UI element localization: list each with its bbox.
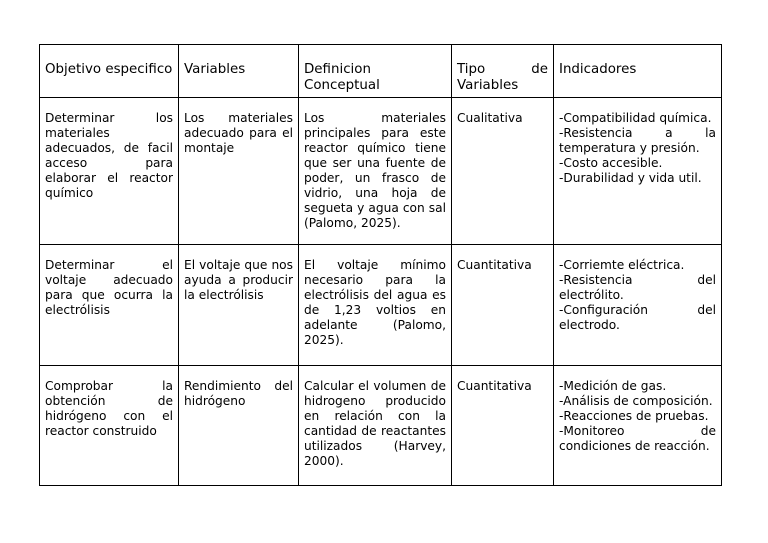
header-variables: Variables: [179, 45, 299, 98]
operationalization-table: [39, 44, 722, 486]
header-objetivo: Objetivo especifico: [40, 45, 179, 98]
cell-definicion: Los materiales principales para este reactor químico tiene que ser una fuente de poder, un frasco de vidrio, una hoja de segueta y agua con sal (Palomo, 2025).: [299, 98, 452, 245]
indicator-item: -Costo accesible.: [559, 156, 663, 170]
indicator-item: -Corriemte eléctrica.: [559, 258, 685, 272]
cell-objetivo: Comprobar la obtención de hidrógeno con el reactor construido: [40, 366, 179, 486]
cell-variables: El voltaje que nos ayuda a producir la electrólisis: [179, 245, 299, 366]
table-header-row: [40, 45, 722, 98]
indicator-item: -Análisis de composición.: [559, 394, 713, 408]
cell-indicadores: [554, 98, 722, 245]
indicator-item: -Compatibilidad química.: [559, 111, 712, 125]
cell-tipo: Cuantitativa: [452, 245, 554, 366]
indicator-item: -Durabilidad y vida util.: [559, 171, 702, 185]
cell-indicadores: [554, 366, 722, 486]
table-row: [40, 245, 722, 366]
header-tipo: Tipo de Variables: [452, 45, 554, 98]
cell-indicadores: [554, 245, 722, 366]
cell-objetivo: Determinar el voltaje adecuado para que ocurra la electrólisis: [40, 245, 179, 366]
header-indicadores: Indicadores: [554, 45, 722, 98]
cell-definicion: El voltaje mínimo necesario para la electrólisis del agua es de 1,23 voltios en adelante (Palomo, 2025).: [299, 245, 452, 366]
cell-definicion: Calcular el volumen de hidrogeno producido en relación con la cantidad de reactantes utilizados (Harvey, 2000).: [299, 366, 452, 486]
indicator-item: -Monitoreo de condiciones de reacción.: [559, 424, 716, 453]
table-row: [40, 366, 722, 486]
indicator-item: -Reacciones de pruebas.: [559, 409, 709, 423]
indicator-item: -Resistencia a la temperatura y presión.: [559, 126, 716, 155]
cell-tipo: Cualitativa: [452, 98, 554, 245]
cell-tipo: Cuantitativa: [452, 366, 554, 486]
indicator-item: -Medición de gas.: [559, 379, 667, 393]
cell-variables: Rendimiento del hidrógeno: [179, 366, 299, 486]
cell-objetivo: Determinar los materiales adecuados, de facil acceso para elaborar el reactor químico: [40, 98, 179, 245]
indicator-item: -Resistencia del electrólito.: [559, 273, 716, 302]
indicator-item: -Configuración del electrodo.: [559, 303, 716, 332]
cell-variables: Los materiales adecuado para el montaje: [179, 98, 299, 245]
header-definicion: Definicion Conceptual: [299, 45, 452, 98]
table-row: [40, 98, 722, 245]
